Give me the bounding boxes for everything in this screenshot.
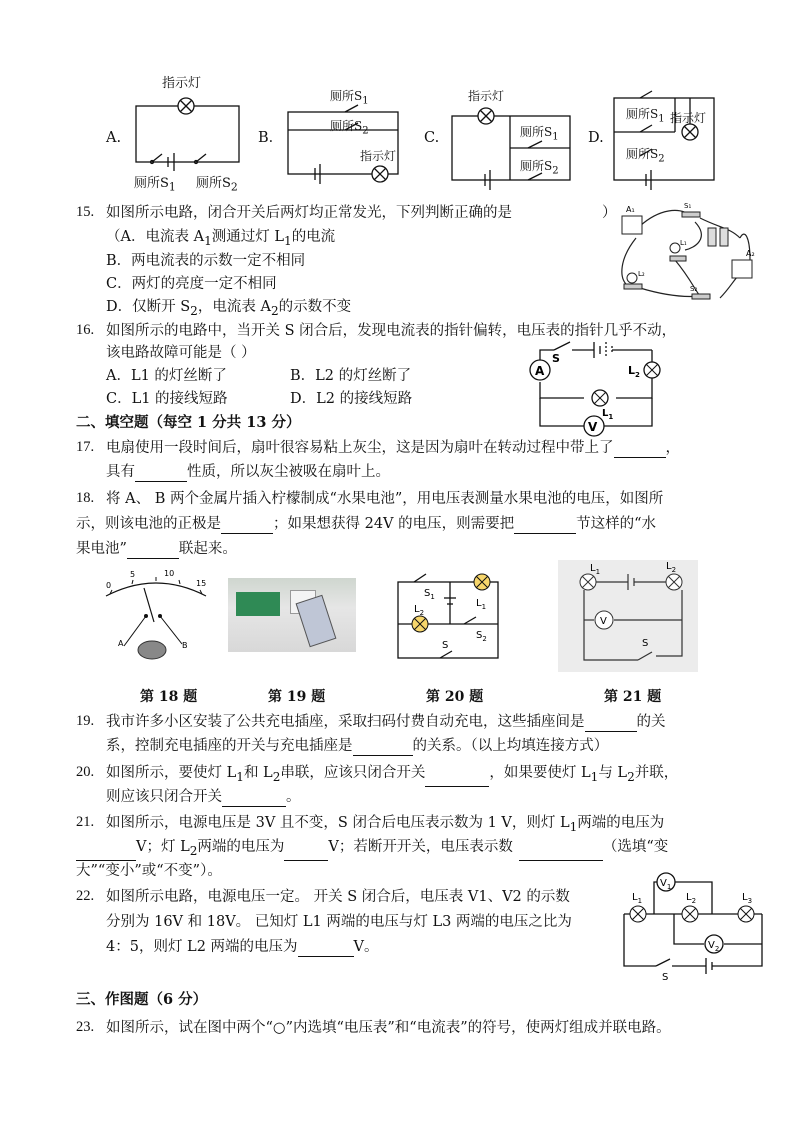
svg-text:S₂: S₂ <box>690 285 698 293</box>
q15-circuit-photo <box>600 198 770 308</box>
q21-blank-2[interactable] <box>284 844 328 861</box>
q17-blank-2[interactable] <box>135 465 187 482</box>
svg-text:L2: $L_2$ <box>686 892 697 905</box>
fig21-circuit-photo <box>558 560 698 672</box>
option-c-switch2-label: 厕所$S_2$ <box>520 159 559 177</box>
caption-19: 第 19 题 <box>268 689 326 705</box>
q20-blank-2[interactable] <box>222 790 286 807</box>
q22-line-1: 如图所示电路，电源电压一定。 开关 S 闭合后，电压表 V1、V2 的示数 <box>106 889 570 905</box>
q20-blank-1[interactable] <box>425 770 489 787</box>
q21-line-1: 如图所示，电源电压是 3V 且不变，S 闭合后电压表示数为 1 V，则灯 $L_1$两端的电压为 <box>106 815 665 834</box>
q16-number: 16. <box>76 322 95 338</box>
q15-option-a[interactable]: （A．电流表 $A_1$测通过灯 $L_1$的电流 <box>106 229 336 248</box>
fig19-charging-socket-photo <box>228 578 356 652</box>
svg-text:A₂: A₂ <box>746 249 755 258</box>
option-a-switch1-label: 厕所$S_1$ <box>134 176 176 194</box>
q18-number: 18. <box>76 490 95 506</box>
q21-line-3: 大”“变小”或“不变”）。 <box>76 863 222 879</box>
svg-text:V1: $V_1$ <box>660 878 672 891</box>
svg-text:L1: $L_1$ <box>476 598 487 611</box>
q21-line-2: V；灯 $L_2$两端的电压为 V；若断开开关，电压表示数 （选填“变 <box>76 837 668 861</box>
q22-number: 22. <box>76 888 95 904</box>
option-b-switch2-label: 厕所$S_2$ <box>330 119 369 137</box>
q15-option-b[interactable]: B．两电流表的示数一定不相同 <box>106 253 306 269</box>
q15-number: 15. <box>76 204 95 220</box>
option-b-letter[interactable]: B． <box>258 130 284 146</box>
q22-line-2: 分别为 16V 和 18V。 已知灯 L1 两端的电压与灯 L3 两端的电压之比为 <box>106 914 572 930</box>
q17-number: 17. <box>76 439 95 455</box>
q16-ammeter-label: A <box>535 364 545 378</box>
q18-blank-2[interactable] <box>514 517 576 534</box>
option-c-switch1-label: 厕所$S_1$ <box>520 125 559 143</box>
q23-number: 23. <box>76 1019 95 1035</box>
svg-text:S1: $S_1$ <box>424 588 435 601</box>
svg-text:V: V <box>600 616 607 627</box>
q19-blank-1[interactable] <box>585 715 637 732</box>
q15-option-d[interactable]: D．仅断开 $S_2$，电流表 $A_2$的示数不变 <box>106 299 352 318</box>
q20-line-1: 如图所示，要使灯 $L_1$和 $L_2$串联，应该只闭合开关 ，如果要使灯 $L_1$与 $L_2$并联， <box>106 763 678 787</box>
caption-21: 第 21 题 <box>604 689 662 705</box>
option-c-lamp-label: 指示灯 <box>468 89 505 103</box>
q20-line-2: 则应该只闭合开关 。 <box>106 789 301 805</box>
q18-line-1: 将 A、 B 两个金属片插入柠檬制成“水果电池”，用电压表测量水果电池的电压，如图所 <box>106 491 664 507</box>
q16-option-c[interactable]: C．L1 的接线短路 <box>106 391 228 407</box>
q15-option-c[interactable]: C．两灯的亮度一定不相同 <box>106 276 277 292</box>
q16-option-b[interactable]: B．L2 的灯丝断了 <box>290 368 412 384</box>
q16-switch-label: S <box>552 352 560 365</box>
q22-line-3: 4：5，则灯 L2 两端的电压为 V。 <box>106 939 379 955</box>
svg-text:L₂: L₂ <box>638 270 645 278</box>
phone <box>296 595 337 647</box>
q19-line-1: 我市许多小区安装了公共充电插座，采取扫码付费自动充电，这些插座间是 的关 <box>106 714 666 730</box>
svg-text:15: 15 <box>196 579 207 588</box>
svg-text:10: 10 <box>164 569 175 578</box>
q22-circuit-diagram <box>614 870 774 980</box>
option-d-lamp-label: 指示灯 <box>670 111 707 125</box>
q16-option-a[interactable]: A．L1 的灯丝断了 <box>106 368 227 384</box>
q15-answer-paren: ） <box>602 205 617 221</box>
q16-stem-2: 该电路故障可能是（ ） <box>106 345 256 361</box>
q18-line-3: 果电池” 联起来。 <box>76 541 237 557</box>
caption-20: 第 20 题 <box>426 689 484 705</box>
svg-text:L1: $L_1$ <box>590 563 601 576</box>
svg-text:S₁: S₁ <box>684 202 692 210</box>
q21-number: 21. <box>76 814 95 830</box>
fig18-voltmeter-lemon <box>96 566 216 662</box>
svg-text:A₁: A₁ <box>626 205 635 214</box>
q23-text: 如图所示，试在图中两个“○”内选填“电压表”和“电流表”的符号，使两灯组成并联电路。 <box>106 1020 671 1036</box>
q16-voltmeter-label: V <box>588 420 598 434</box>
q16-l2-label: $L_2$ <box>628 364 640 379</box>
option-b-switch1-label: 厕所$S_1$ <box>330 89 369 107</box>
q19-line-2: 系，控制充电插座的开关与充电插座是 的关系。（以上均填连接方式） <box>106 738 609 754</box>
svg-text:L2: $L_2$ <box>666 561 677 574</box>
q18-blank-1[interactable] <box>221 517 273 534</box>
q17-blank-1[interactable] <box>614 441 666 458</box>
q17-line-1: 电扇使用一段时间后，扇叶很容易粘上灰尘，这是因为扇叶在转动过程中带上了 ， <box>106 440 680 456</box>
q21-blank-3[interactable] <box>519 844 603 861</box>
svg-text:L2: $L_2$ <box>414 604 425 617</box>
option-b-lamp-label: 指示灯 <box>360 149 397 163</box>
q19-blank-2[interactable] <box>353 739 413 756</box>
option-d-switch1-label: 厕所$S_1$ <box>626 107 665 125</box>
q22-blank-1[interactable] <box>298 940 354 957</box>
option-a-lamp-label: 指示灯 <box>162 76 202 91</box>
q18-line-2: 示，则该电池的正极是 ；如果想获得 24V 的电压，则需要把 节这样的“水 <box>76 516 657 532</box>
fig20-circuit <box>392 572 504 664</box>
option-a-letter[interactable]: A. <box>106 130 122 146</box>
q17-line-2: 具有 性质，所以灰尘被吸在扇叶上。 <box>106 464 390 480</box>
svg-text:L₁: L₁ <box>680 239 687 247</box>
svg-text:V2: $V_2$ <box>708 940 720 953</box>
svg-text:L3: $L_3$ <box>742 892 753 905</box>
option-d-letter[interactable]: D. <box>588 130 604 146</box>
option-a-switch2-label: 厕所$S_2$ <box>196 176 238 194</box>
svg-text:S: S <box>442 640 449 651</box>
caption-18: 第 18 题 <box>140 689 198 705</box>
option-c-letter[interactable]: C. <box>424 130 440 146</box>
sign-panel <box>236 592 280 616</box>
section-3-heading: 三、作图题（6 分） <box>76 991 208 1008</box>
q16-l1-label: $L_1$ <box>602 408 614 421</box>
section-2-heading: 二、填空题（每空 1 分共 13 分） <box>76 414 301 431</box>
q15-stem: 如图所示电路，闭合开关后两灯均正常发光，下列判断正确的是 <box>106 205 512 221</box>
q16-stem-1: 如图所示的电路中，当开关 S 闭合后，发现电流表的指针偏转，电压表的指针几乎不动， <box>106 323 677 339</box>
svg-text:S2: $S_2$ <box>476 630 487 643</box>
svg-text:0: 0 <box>106 581 112 590</box>
svg-text:S: S <box>642 638 649 649</box>
svg-text:L1: $L_1$ <box>632 892 643 905</box>
svg-text:5: 5 <box>130 570 136 579</box>
q20-number: 20. <box>76 764 95 780</box>
q18-blank-3[interactable] <box>127 542 179 559</box>
svg-text:A: A <box>118 639 124 648</box>
svg-text:S: S <box>662 972 669 980</box>
svg-text:B: B <box>182 641 188 650</box>
q19-number: 19. <box>76 713 95 729</box>
q16-option-d[interactable]: D．L2 的接线短路 <box>290 391 413 407</box>
q16-circuit-diagram <box>524 338 674 440</box>
option-d-switch2-label: 厕所$S_2$ <box>626 147 665 165</box>
q21-blank-1[interactable] <box>76 844 136 861</box>
